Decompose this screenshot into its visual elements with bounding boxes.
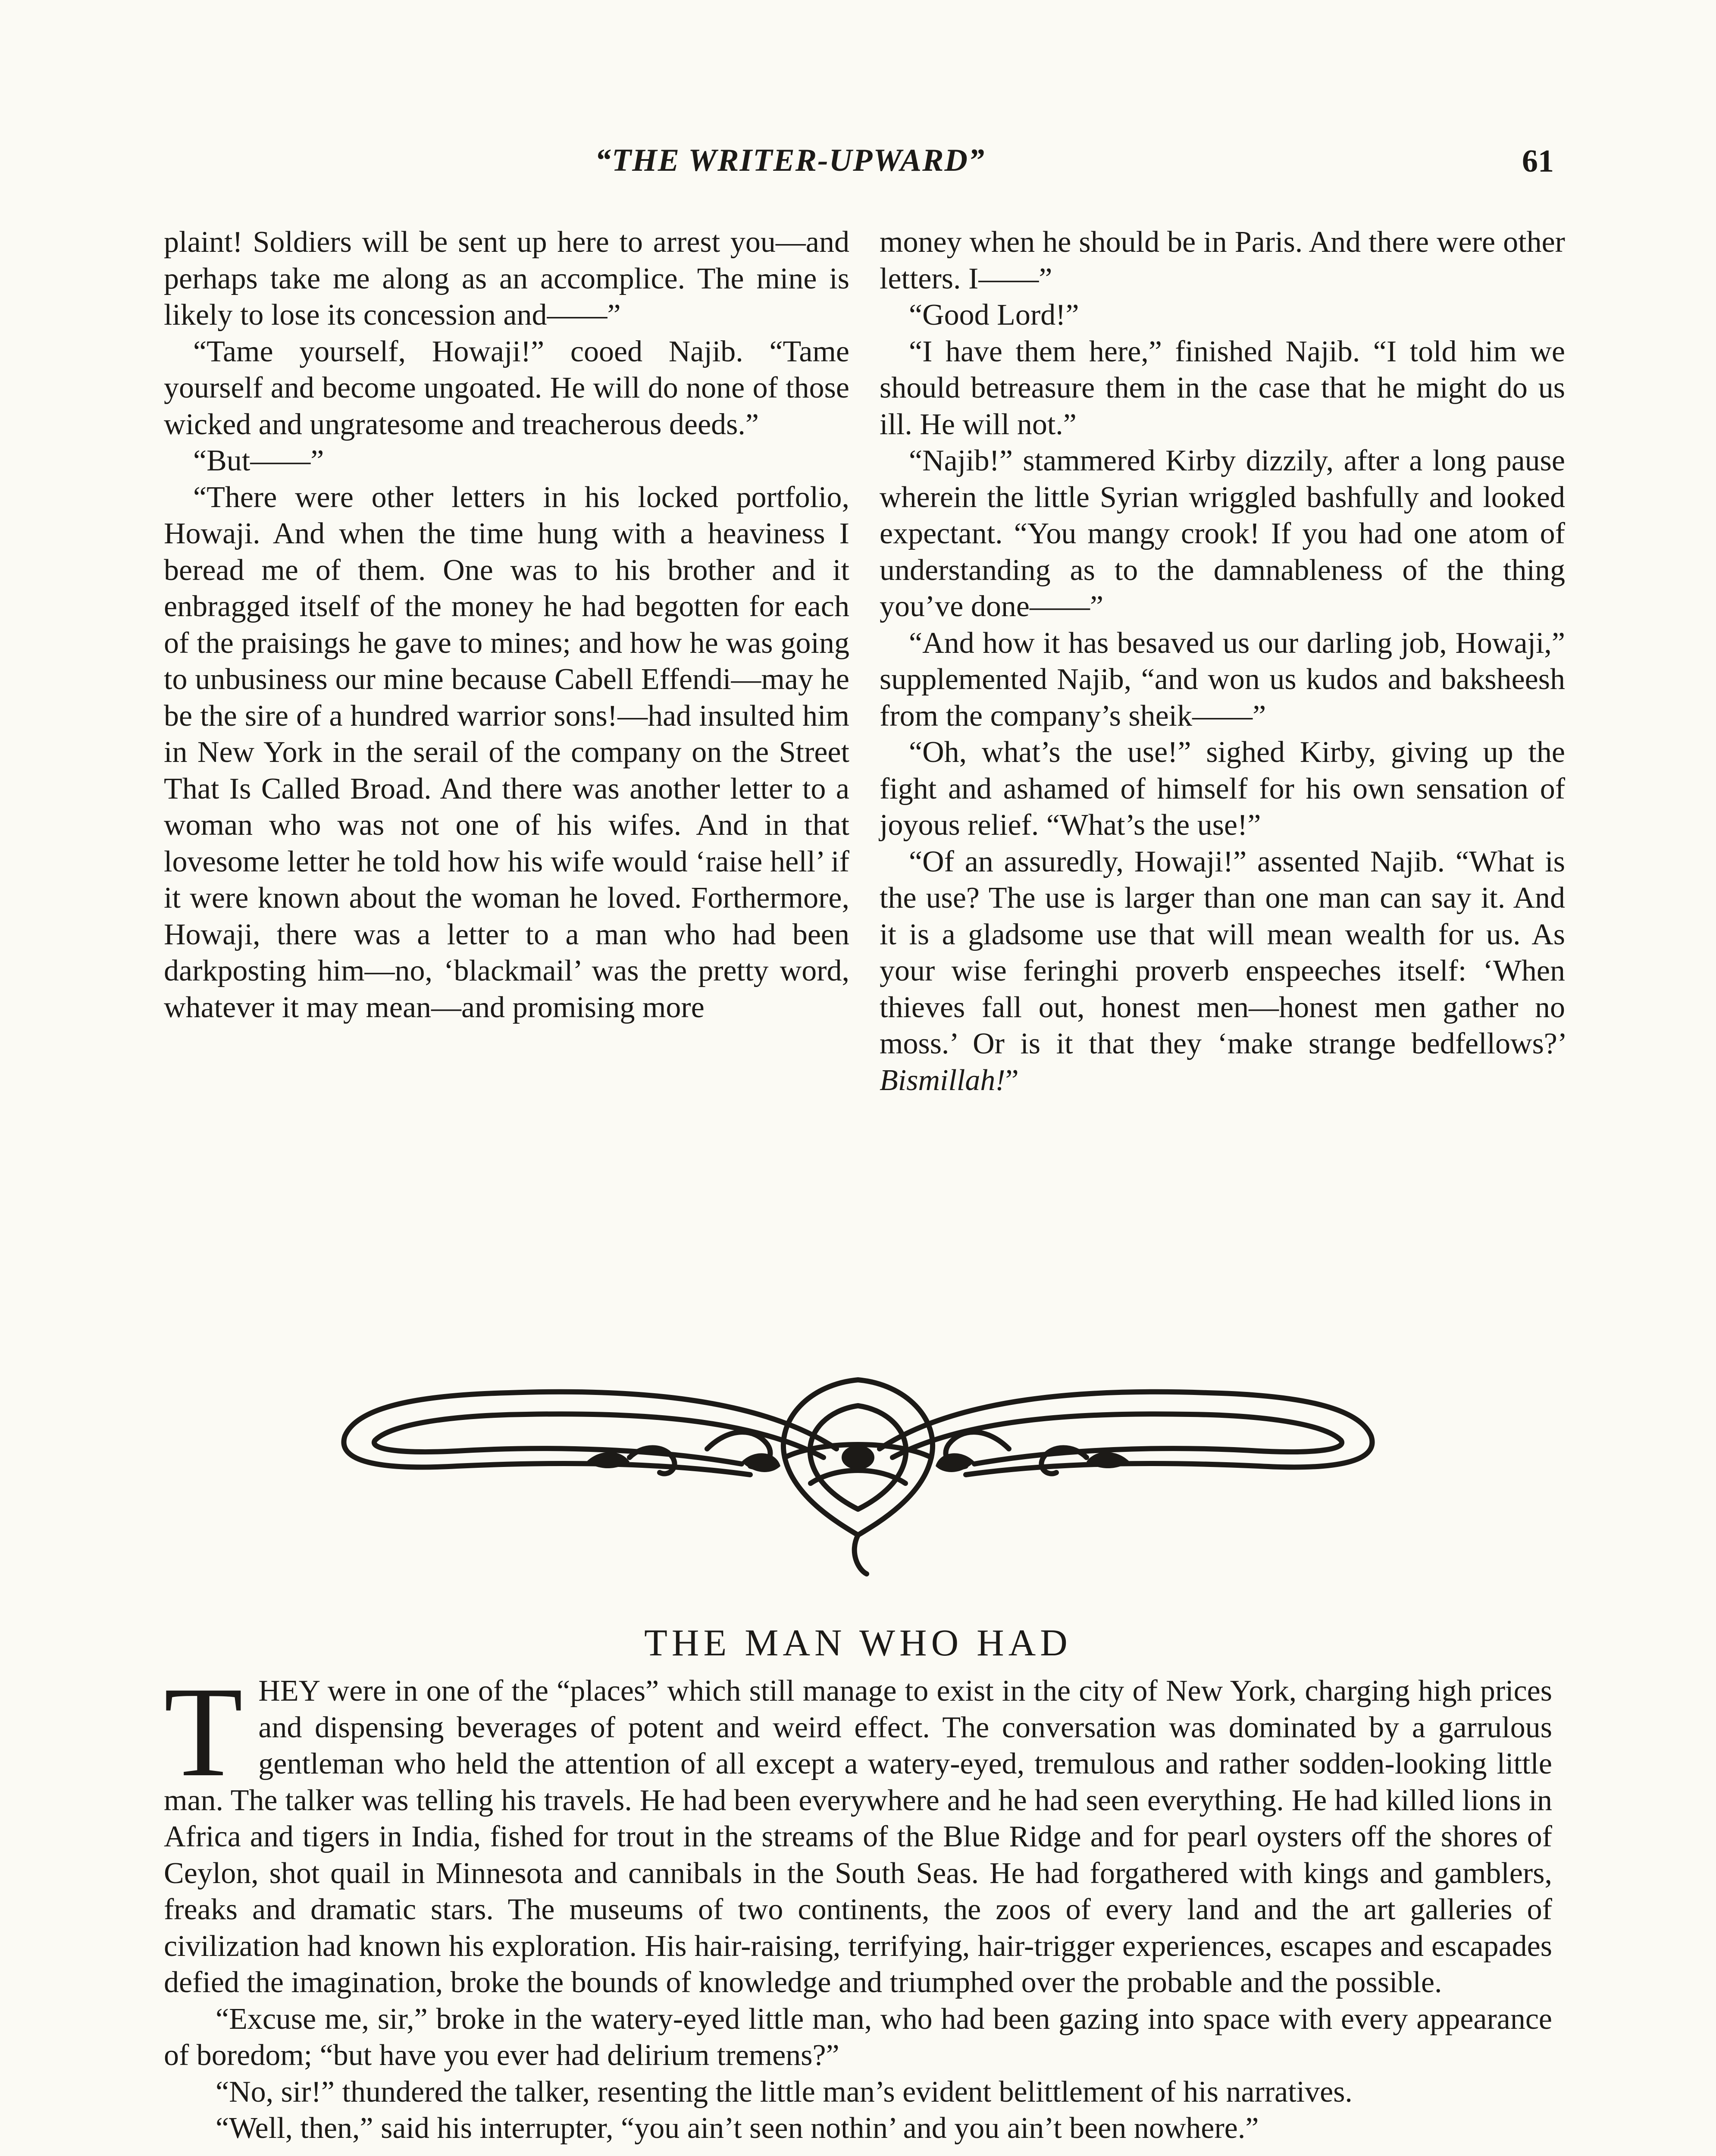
right-paragraph: “Najib!” stammered Kirby dizzily, after a long pause wherein the little Syrian wriggled bashfully and looked expectant. “You mangy crook! If you had one atom of understanding as to the damnableness of the thing you’ve done——” <box>880 444 1565 623</box>
right-paragraph: money when he should be in Paris. And there were other letters. I——” <box>880 226 1565 295</box>
page-number: 61 <box>1522 144 1554 179</box>
right-paragraph-final <box>880 844 1565 1099</box>
left-column <box>164 224 849 1026</box>
drop-cap: T <box>164 1660 243 1803</box>
left-paragraph: “But——” <box>193 444 324 477</box>
right-paragraph-text: “Of an assuredly, Howaji!” assented Najib. “What is the use? The use is larger than one man can say it. And it is a gladsome use that will mean wealth for us. As your wise feringhi proverb enspeeches itself: ‘When thieves fall out, honest men—honest men gather no moss.’ Or is it that they ‘make strange bedfellows?’ <box>880 845 1565 1060</box>
right-paragraph: “I have them here,” finished Najib. “I told him we should betreasure them in the case that he might do us ill. He will not.” <box>880 335 1565 441</box>
left-paragraph: plaint! Soldiers will be sent up here to arrest you—and perhaps take me along as an accomplice. The mine is likely to lose its concession and——” <box>164 226 849 332</box>
story-paragraph: “No, sir!” thundered the talker, resenting the little man’s evident belittlement of his narratives. <box>216 2075 1353 2109</box>
story-paragraph-text: HEY were in one of the “places” which still manage to exist in the city of New York, charging high prices and dispensing beverages of potent and weird effect. The conversation was dominated by a garrulous gentleman who held the attention of all except a watery-eyed, tremulous and rather sodden-looking little man. The talker was telling his travels. He had been everywhere and he had seen everything. He had killed lions in Africa and tigers in India, fished for trout in the streams of the Blue Ridge and for pearl oysters off the shores of Ceylon, shot quail in Minnesota and cannibals in the South Seas. He had forgathered with kings and gamblers, freaks and dramatic stars. The museums of two continents, the zoos of every land and the art galleries of civilization had known his exploration. His hair-raising, terrifying, hair-trigger experiences, escapes and escapades defied the imagination, broke the bounds of knowledge and triumphed over the probable and the possible. <box>164 1674 1552 1999</box>
story-paragraph: “Well, then,” said his interrupter, “you ain’t seen nothin’ and you ain’t been nowhere.” <box>216 2112 1259 2145</box>
closing-exclamation: Bismillah! <box>880 1063 1005 1097</box>
story-body <box>164 1660 1552 2147</box>
right-paragraph: “Oh, what’s the use!” sighed Kirby, giving up the fight and ashamed of himself for his own sensation of joyous relief. “What’s the use!” <box>880 736 1565 842</box>
story-paragraph <box>164 1660 1552 2001</box>
left-paragraph: “There were other letters in his locked portfolio, Howaji. And when the time hung with a heaviness I beread me of them. One was to his brother and it enbragged itself of the money he had begotten for each of the praisings he gave to mines; and how he was going to unbusiness our mine because Cabell Effendi—may he be the sire of a hundred warrior sons!—had insulted him in New York in the serail of the company on the Street That Is Called Broad. And there was another letter to a woman who was not one of his wifes. And in that lovesome letter he told how his wife would ‘raise hell’ if it were known about the woman he loved. Forthermore, Howaji, there was a letter to a man who had been darkposting him—no, ‘blackmail’ was the pretty word, whatever it may mean—and promising more <box>164 480 849 1024</box>
story-title: THE MAN WHO HAD <box>644 1622 1072 1664</box>
art-nouveau-ornament-icon <box>328 1319 1388 1578</box>
right-paragraph: “Good Lord!” <box>909 298 1079 332</box>
running-title: “THE WRITER-UPWARD” <box>595 143 985 178</box>
left-paragraph: “Tame yourself, Howaji!” cooed Najib. “Tame yourself and become ungoated. He will do none of those wicked and ungratesome and treacherous deeds.” <box>164 335 849 441</box>
right-paragraph: “And how it has besaved us our darling job, Howaji,” supplemented Najib, “and won us kudos and baksheesh from the company’s sheik——” <box>880 626 1565 733</box>
closing-quote: ” <box>1005 1063 1019 1097</box>
story-paragraph: “Excuse me, sir,” broke in the watery-eyed little man, who had been gazing into space with every appearance of boredom; “but have you ever had delirium tremens?” <box>164 2002 1552 2072</box>
right-column <box>880 224 1565 1099</box>
